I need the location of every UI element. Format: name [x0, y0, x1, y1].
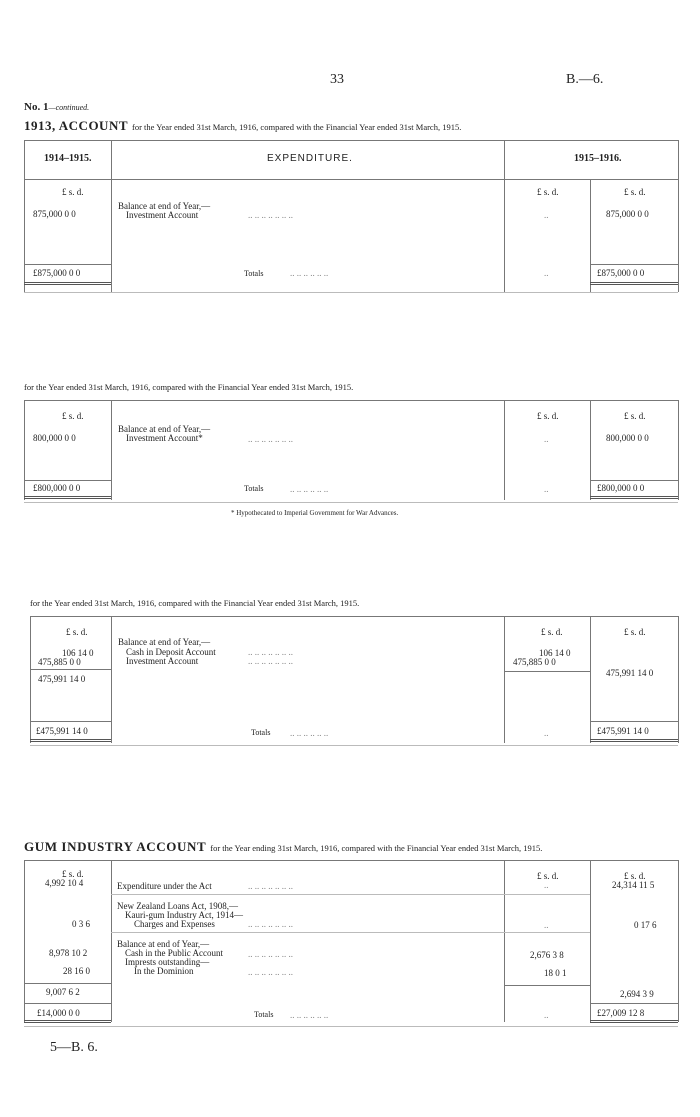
s4-row1-dots: .. .. .. .. .. .. ..	[248, 881, 293, 891]
s2-total-right: £800,000 0 0	[597, 483, 645, 493]
s4-row2-label: Charges and Expenses	[134, 919, 215, 929]
s2-total-left: £800,000 0 0	[33, 483, 81, 493]
s3-right-amount: 475,991 14 0	[606, 668, 654, 678]
s4-lsd-left: £ s. d.	[62, 869, 84, 879]
section4-title	[24, 838, 542, 856]
s1-col-left-head: 1914–1915.	[44, 153, 92, 164]
s1-item1-mid: ..	[544, 210, 549, 220]
s4-lsd-mid: £ s. d.	[537, 871, 559, 881]
s3-item1-dots: .. .. .. .. .. .. ..	[248, 647, 293, 657]
s2-totals-mid: ..	[544, 484, 549, 494]
s1-totals-mid: ..	[544, 268, 549, 278]
s4-row2-left: 0 3 6	[72, 919, 90, 929]
s4-totals-label: Totals	[254, 1010, 274, 1019]
s4-row3-dots1: .. .. .. .. .. .. ..	[248, 949, 293, 959]
page-ref: B.—6.	[566, 72, 604, 87]
s4-row2-right: 0 17 6	[634, 920, 657, 930]
s4-row2-head1: New Zealand Loans Act, 1908,—	[117, 901, 238, 911]
s3-item-heading: Balance at end of Year,—	[118, 637, 211, 647]
s4-totals-dots: .. .. .. .. .. ..	[290, 1010, 329, 1020]
s3-totals-label: Totals	[251, 728, 271, 737]
no-label-text: No. 1	[24, 101, 49, 113]
footer-signature: 5—B. 6.	[50, 1040, 98, 1055]
s1-right-amount: 875,000 0 0	[606, 209, 649, 219]
s4-row1-right: 24,314 11 5	[612, 880, 655, 890]
s4-lsd-right: £ s. d.	[624, 871, 646, 881]
s4-row3-item2: In the Dominion	[134, 966, 194, 976]
s3-lsd-mid: £ s. d.	[541, 627, 563, 637]
s4-total-left: £14,000 0 0	[37, 1008, 80, 1018]
s2-lsd-mid: £ s. d.	[537, 411, 559, 421]
s3-mid-a2: 475,885 0 0	[513, 657, 556, 667]
continued-text: —continued.	[48, 103, 90, 112]
s4-row3-right: 2,694 3 9	[620, 989, 654, 999]
s2-totals-label: Totals	[244, 484, 264, 493]
s4-row3-item1: Cash in the Public Account	[125, 948, 223, 958]
s4-row1-left: 4,992 10 4	[45, 878, 84, 888]
s2-lsd-left: £ s. d.	[62, 411, 84, 421]
s2-lsd-right: £ s. d.	[624, 411, 646, 421]
no-label	[24, 101, 89, 113]
s4-row3-item2-head: Imprests outstanding—	[125, 957, 210, 967]
s2-totals-dots: .. .. .. .. .. ..	[290, 484, 329, 494]
page-number: 33	[330, 72, 344, 87]
s4-row2-head2: Kauri-gum Industry Act, 1914—	[125, 910, 243, 920]
s3-lsd-left: £ s. d.	[66, 627, 88, 637]
s4-row3-mid2: 18 0 1	[544, 968, 567, 978]
s4-row3-left1: 8,978 10 2	[49, 948, 88, 958]
s2-item1-mid: ..	[544, 434, 549, 444]
s3-left-sum: 475,991 14 0	[38, 674, 86, 684]
s1-total-left: £875,000 0 0	[33, 268, 81, 278]
s4-totals-mid: ..	[544, 1010, 549, 1020]
s1-left-amount: 875,000 0 0	[33, 209, 76, 219]
s1-totals-label: Totals	[244, 269, 264, 278]
s1-col-mid-head: EXPENDITURE.	[267, 153, 353, 164]
s4-row3-left2: 28 16 0	[63, 966, 90, 976]
section4-title-rest: for the Year ending 31st March, 1916, compared with the Financial Year ended 31st March, 1915.	[210, 843, 543, 853]
s2-right-amount: 800,000 0 0	[606, 433, 649, 443]
s3-item2: Investment Account	[126, 656, 199, 666]
s3-item2-dots: .. .. .. .. .. .. ..	[248, 656, 293, 666]
s4-row2-mid: ..	[544, 920, 549, 930]
s1-col-right-head: 1915–1916.	[574, 153, 622, 164]
s1-item1-dots: .. .. .. .. .. .. ..	[248, 210, 293, 220]
section4-title-bold: GUM INDUSTRY ACCOUNT	[24, 839, 207, 854]
s1-item1: Investment Account	[126, 210, 199, 220]
s2-left-amount: 800,000 0 0	[33, 433, 76, 443]
s4-row1-label: Expenditure under the Act	[117, 881, 212, 891]
s1-lsd-mid: £ s. d.	[537, 187, 559, 197]
s3-totals-dots: .. .. .. .. .. ..	[290, 728, 329, 738]
s1-totals-dots: .. .. .. .. .. ..	[290, 268, 329, 278]
s1-lsd-right: £ s. d.	[624, 187, 646, 197]
s1-lsd-left: £ s. d.	[62, 187, 84, 197]
s3-item1: Cash in Deposit Account	[126, 647, 216, 657]
s4-row1-mid: ..	[544, 880, 549, 890]
s3-lsd-right: £ s. d.	[624, 627, 646, 637]
s2-item1: Investment Account*	[126, 433, 203, 443]
section2-title: for the Year ended 31st March, 1916, compared with the Financial Year ended 31st March, 1915.	[24, 382, 354, 392]
s3-total-right: £475,991 14 0	[597, 726, 649, 736]
s4-row3-head: Balance at end of Year,—	[117, 939, 210, 949]
section3-title: for the Year ended 31st March, 1916, compared with the Financial Year ended 31st March, 1915.	[30, 598, 360, 608]
s4-row3-mid1: 2,676 3 8	[530, 950, 564, 960]
section1-title-rest: for the Year ended 31st March, 1916, compared with the Financial Year ended 31st March, 1915.	[132, 122, 462, 132]
s4-row3-leftsum: 9,007 6 2	[46, 987, 80, 997]
s1-item-heading: Balance at end of Year,—	[118, 201, 211, 211]
s2-footnote: * Hypothecated to Imperial Government for War Advances.	[231, 509, 399, 517]
s3-total-left: £475,991 14 0	[36, 726, 88, 736]
section1-title-bold: 1913, ACCOUNT	[24, 118, 129, 133]
section1-title	[24, 117, 461, 135]
s4-row2-dots: .. .. .. .. .. .. ..	[248, 919, 293, 929]
s4-row3-dots2: .. .. .. .. .. .. ..	[248, 967, 293, 977]
s3-mid-a1: 106 14 0	[539, 648, 571, 658]
s3-left-a1: 106 14 0	[62, 648, 94, 658]
s4-total-right: £27,009 12 8	[597, 1008, 645, 1018]
s2-item1-dots: .. .. .. .. .. .. ..	[248, 434, 293, 444]
s3-totals-mid: ..	[544, 728, 549, 738]
s3-left-a2: 475,885 0 0	[38, 657, 81, 667]
s2-item-heading: Balance at end of Year,—	[118, 424, 211, 434]
s1-total-right: £875,000 0 0	[597, 268, 645, 278]
